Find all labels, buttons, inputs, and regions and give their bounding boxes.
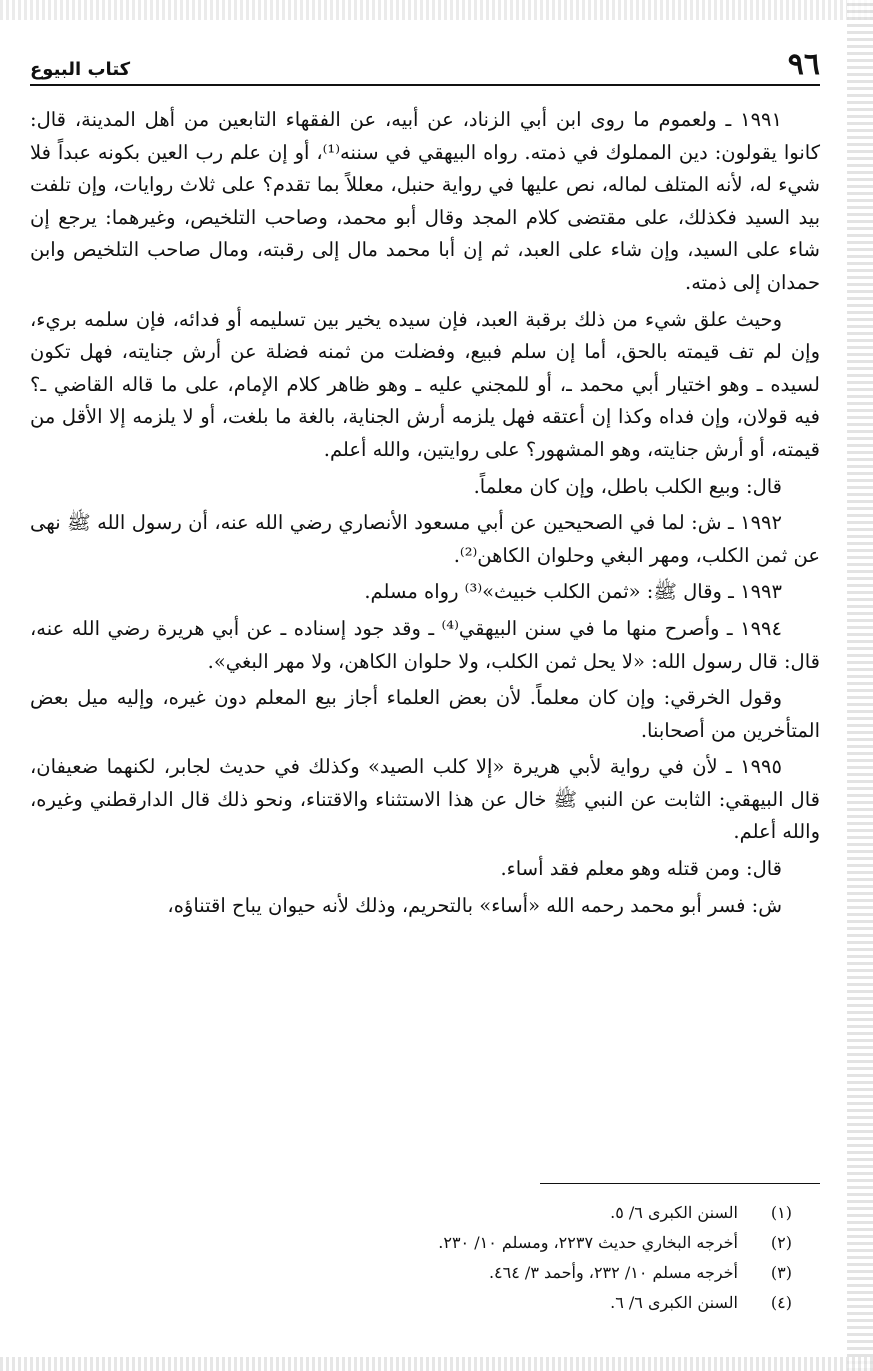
paragraph-kharaqi: وقول الخرقي: وإن كان معلماً. لأن بعض العلماء أجاز بيع المعلم دون غيره، وإليه ميل بعض المتأخرين من أصحابنا. bbox=[30, 686, 820, 742]
footnote-text: أخرجه البخاري حديث ٢٢٣٧، ومسلم ١٠/ ٢٣٠. bbox=[438, 1233, 738, 1252]
decorative-border-top bbox=[0, 0, 873, 20]
paragraph-1993: ١٩٩٣ ـ وقال ﷺ: «ثمن الكلب خبيث»⁽³⁾ رواه مسلم. bbox=[364, 580, 782, 604]
paragraph-dog-sale-rule: قال: وبيع الكلب باطل، وإن كان معلماً. bbox=[473, 474, 782, 498]
paragraph-1995: ١٩٩٥ ـ لأن في رواية لأبي هريرة «إلا كلب الصيد» وكذلك في حديث لجابر، لكنهما ضعيفان، قال البيهقي: الثابت عن النبي ﷺ خال عن هذا الاستثناء والاقتناء، ونحو ذلك قال الدارقطني وغيره، والله أعلم. bbox=[30, 755, 820, 844]
running-title: كتاب البيوع bbox=[30, 59, 131, 80]
paragraph-killing-rule: قال: ومن قتله وهو معلم فقد أساء. bbox=[500, 857, 782, 881]
decorative-border-right bbox=[847, 0, 873, 1371]
decorative-border-bottom bbox=[0, 1357, 873, 1371]
footnote-item bbox=[30, 1288, 820, 1318]
footnote-text: أخرجه مسلم ١٠/ ٢٣٢، وأحمد ٣/ ٤٦٤. bbox=[488, 1263, 738, 1282]
main-text bbox=[30, 104, 820, 926]
paragraph-1994: ١٩٩٤ ـ وأصرح منها ما في سنن البيهقي⁽⁴⁾ ـ وقد جود إسناده ـ عن أبي هريرة رضي الله عنه، قال: قال رسول الله: «لا يحل ثمن الكلب، ولا حلوان الكاهن، ولا مهر البغي». bbox=[30, 616, 820, 673]
footnote-number: (٣) bbox=[770, 1263, 792, 1282]
footnote-number: (١) bbox=[770, 1203, 792, 1222]
footnote-item bbox=[30, 1258, 820, 1288]
paragraph-commentary: ش: فسر أبو محمد رحمه الله «أساء» بالتحريم، وذلك لأنه حيوان يباح اقتناؤه، bbox=[167, 893, 782, 917]
paragraph-1992: ١٩٩٢ ـ ش: لما في الصحيحين عن أبي مسعود الأنصاري رضي الله عنه، أن رسول الله ﷺ نهى عن ثمن الكلب، ومهر البغي وحلوان الكاهن⁽²⁾. bbox=[30, 511, 820, 567]
footnotes bbox=[30, 1198, 820, 1318]
footnote-text: السنن الكبرى ٦/ ٥. bbox=[610, 1203, 738, 1222]
page-number: ٩٦ bbox=[787, 47, 820, 82]
page-header bbox=[30, 40, 820, 80]
header-rule bbox=[30, 84, 820, 86]
footnote-item bbox=[30, 1228, 820, 1258]
footnote-text: السنن الكبرى ٦/ ٦. bbox=[610, 1293, 738, 1312]
footnote-rule bbox=[540, 1183, 820, 1184]
footnote-item bbox=[30, 1198, 820, 1228]
paragraph-slave-liability: وحيث علق شيء من ذلك برقبة العبد، فإن سيده يخير بين تسليمه أو فدائه، فإن سلمه بريء، وإن لم تف قيمته بالحق، أما إن سلم فبيع، وفضلت من ثمنه فضلة عن أرش جنايته، فهل تكون لسيده ـ وهو اختيار أبي محمد ـ، أو للمجني عليه ـ وهو ظاهر كلام الإمام، على ما قاله القاضي ـ؟ فيه قولان، وإن فداه وكذا إن أعتقه فهل يلزمه أرش الجناية، بالغة ما بلغت، أو لا يلزمه إلا الأقل من قيمته، أو أرش جنايته، وهو المشهور؟ على روايتين، والله أعلم. bbox=[30, 307, 820, 461]
footnote-number: (٢) bbox=[770, 1233, 792, 1252]
footnote-number: (٤) bbox=[770, 1293, 792, 1312]
paragraph-1991: ١٩٩١ ـ ولعموم ما روى ابن أبي الزناد، عن أبيه، عن الفقهاء التابعين من أهل المدينة، قال: كانوا يقولون: دين المملوك في ذمته. رواه البيهقي في سننه⁽¹⁾، أو إن علم رب العين بكونه عبداً فلا شيء له، لأنه المتلف لماله، نص عليها في رواية حنبل، معللاً بما تقدم؟ على ثلاث روايات، وإن تلفت بيد السيد فكذلك، على مقتضى كلام المجد وقال أبو محمد، وصاحب التلخيص، وغيرهما: يرجع إن شاء على السيد، وإن شاء على العبد، ثم إن أبا محمد مال إلى رقبته، ومال صاحب التلخيص وابن حمدان إلى ذمته. bbox=[30, 108, 820, 294]
